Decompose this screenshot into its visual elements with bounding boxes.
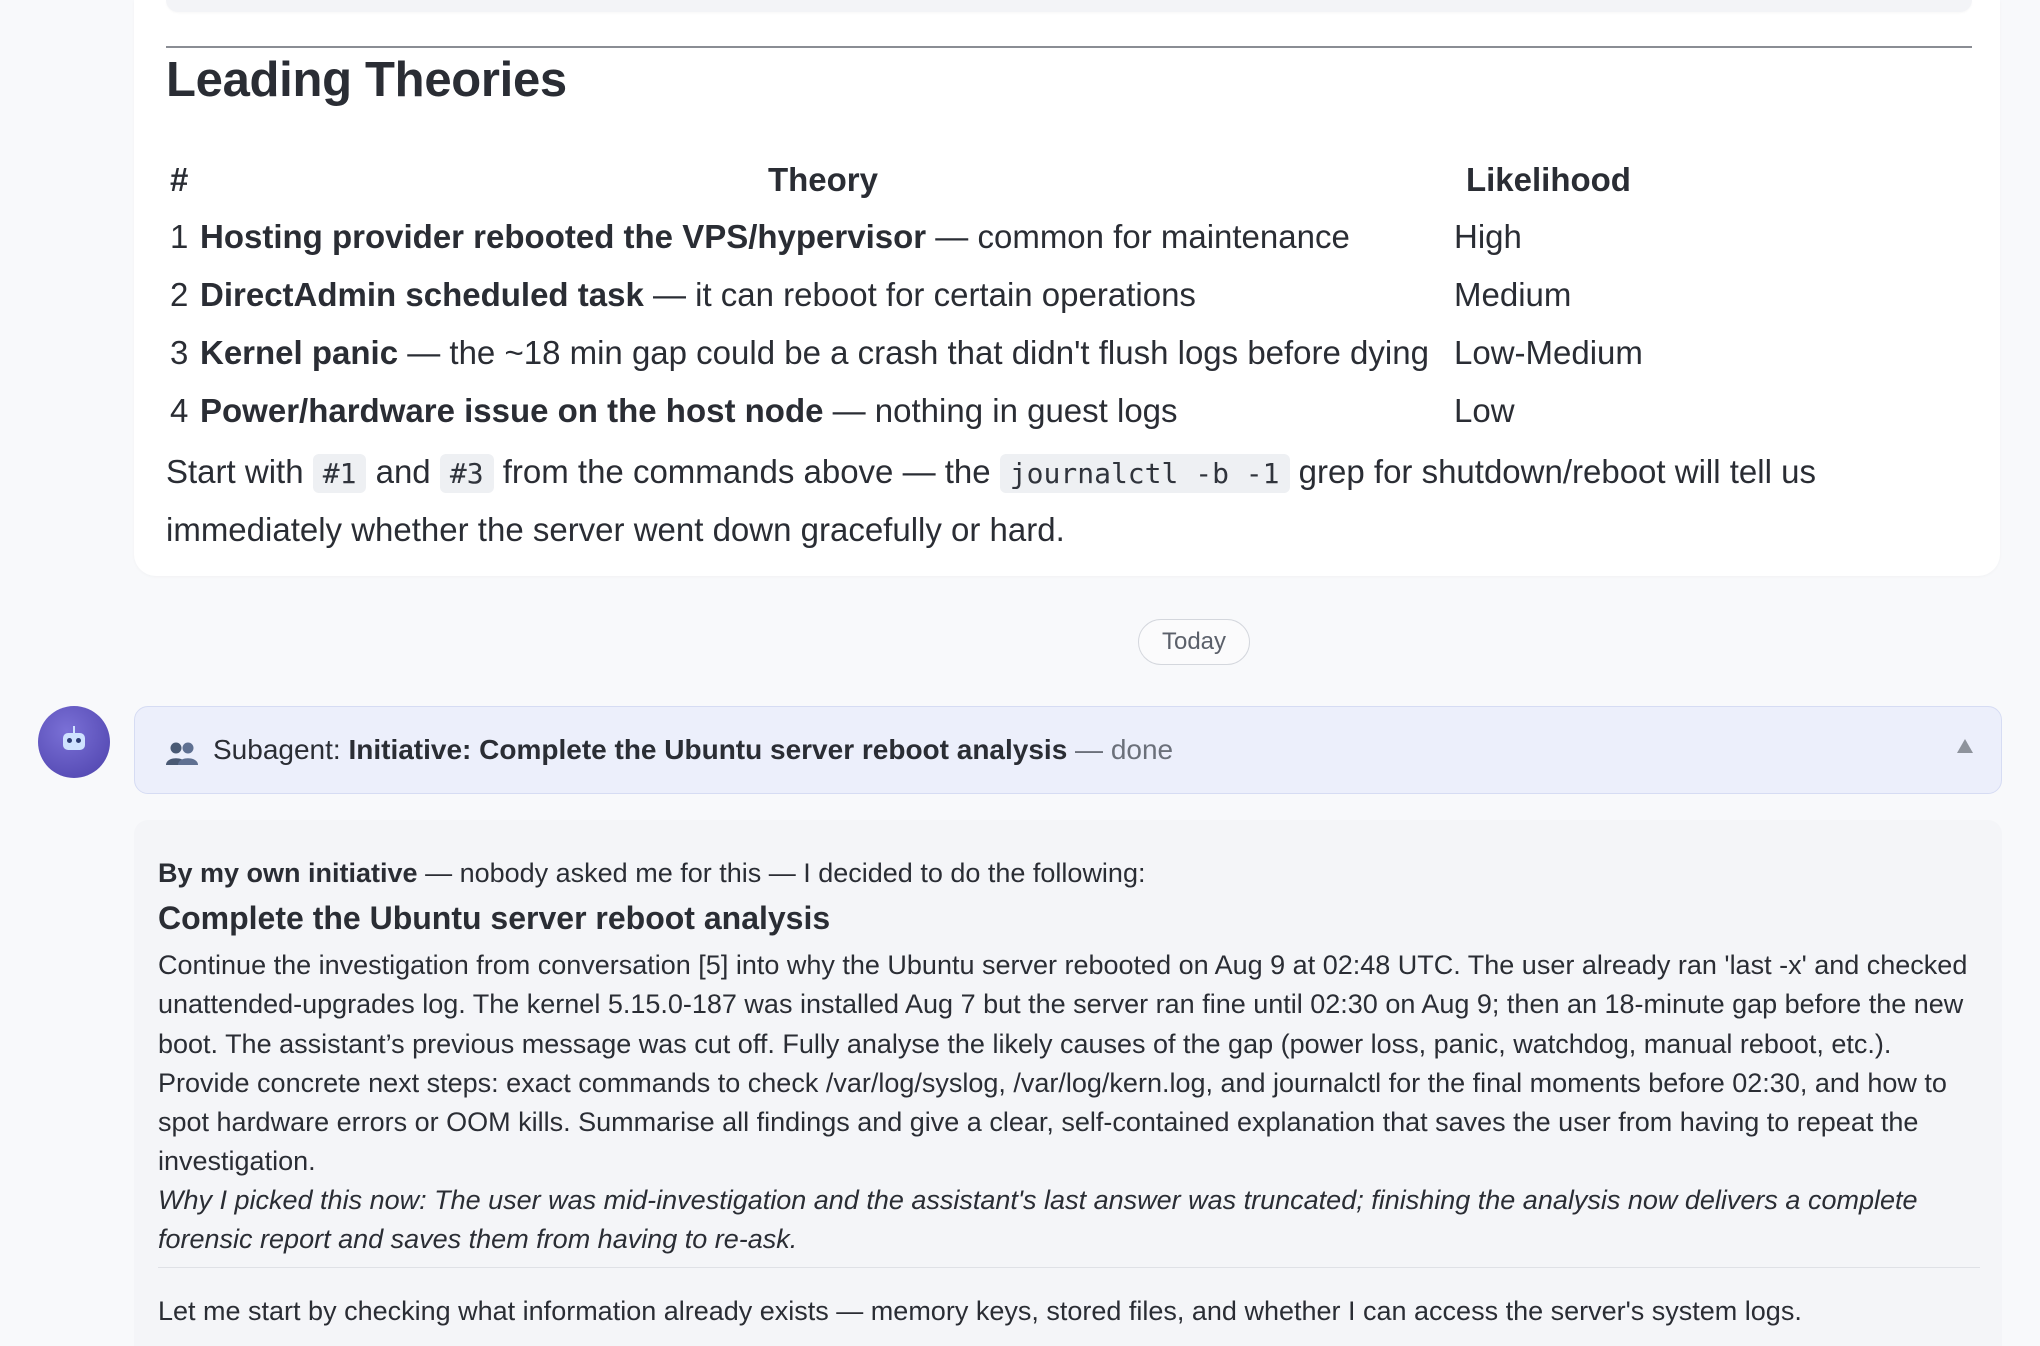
- initiative-intro-rest: — nobody asked me for this — I decided to do the following:: [417, 858, 1146, 888]
- theory-detail: — common for maintenance: [926, 218, 1350, 255]
- subagent-title: Initiative: Complete the Ubuntu server reboot analysis: [348, 734, 1068, 765]
- why-picked-text: Why I picked this now: The user was mid-investigation and the assistant's last answer was truncated; finishing the analysis now delivers a complete forensic report and saves them from having to re-ask.: [158, 1185, 1918, 1255]
- table-row: [166, 382, 1647, 440]
- robot-eye-icon: [67, 738, 72, 743]
- robot-eye-icon: [76, 738, 81, 743]
- row-theory: [196, 324, 1450, 382]
- row-number: 1: [170, 218, 189, 255]
- theory-detail: — it can reboot for certain operations: [643, 276, 1196, 313]
- theory-name: Hosting provider rebooted the VPS/hypervisor: [200, 218, 927, 255]
- subagent-header-toggle[interactable]: [134, 706, 2002, 794]
- inline-code: #1: [313, 454, 367, 493]
- robot-icon: [73, 726, 75, 733]
- task-description: Continue the investigation from conversation [5] into why the Ubuntu server rebooted on Aug 9 at 02:48 UTC. The user already ran 'last -x' and checked unattended-upgrades log. The kernel 5.15.0-187 was installed Aug 7 but the server ran fine until 02:30 on Aug 9; then an 18-minute gap before the new boot. The assistant’s previous message was cut off. Fully analyse the likely causes of the gap (power loss, panic, watchdog, manual reboot, etc.). Provide concrete next steps: exact commands to check /var/log/syslog, /var/log/kern.log, and journalctl for the final moments before 02:30, and how to spot hardware errors or OOM kills. Summarise all findings and give a clear, self-contained explanation that saves the user from having to repeat the investigation.: [158, 950, 1968, 1177]
- theory-name: DirectAdmin scheduled task: [200, 276, 644, 313]
- row-theory: [196, 208, 1450, 266]
- table-row: [166, 324, 1647, 382]
- summary-paragraph: [166, 444, 1956, 558]
- row-likelihood: High: [1454, 218, 1522, 255]
- initiative-intro-bold: By my own initiative: [158, 858, 418, 888]
- code-block-bottom-edge: [166, 0, 1972, 12]
- row-number: 3: [170, 334, 189, 371]
- theories-table: [166, 152, 1647, 440]
- people-icon: [165, 741, 199, 765]
- row-number: 2: [170, 276, 189, 313]
- subagent-message: Let me start by checking what information already exists — memory keys, stored files, and whether I can access the server's system logs.: [158, 1296, 1802, 1326]
- summary-text: grep for shutdown/reboot will tell us immediately whether the server went down gracefully or hard.: [166, 453, 1816, 548]
- table-row: [166, 266, 1647, 324]
- header-number: #: [170, 161, 189, 198]
- table-row: [166, 208, 1647, 266]
- row-likelihood: Low-Medium: [1454, 334, 1643, 371]
- avatar: [38, 706, 110, 778]
- summary-text: from the commands above — the: [493, 453, 1000, 490]
- divider: [158, 1267, 1980, 1268]
- inline-code: #3: [440, 454, 494, 493]
- task-title: Complete the Ubuntu server reboot analysis: [158, 900, 831, 936]
- row-theory: [196, 266, 1450, 324]
- summary-text: and: [366, 453, 440, 490]
- theory-name: Kernel panic: [200, 334, 399, 371]
- section-title: Leading Theories: [166, 53, 567, 107]
- subagent-status: — done: [1067, 734, 1174, 765]
- header-theory: Theory: [767, 161, 879, 198]
- row-likelihood: Medium: [1454, 276, 1572, 313]
- date-divider: Today: [1138, 619, 1250, 665]
- chevron-up-icon[interactable]: [1957, 739, 1973, 753]
- subagent-header-text: [213, 707, 1173, 793]
- inline-code: journalctl -b -1: [1000, 454, 1290, 493]
- initiative-intro: [158, 858, 1145, 889]
- table-header-row: [166, 152, 1647, 208]
- theory-detail: — the ~18 min gap could be a crash that didn't flush logs before dying: [398, 334, 1429, 371]
- row-number: 4: [170, 392, 189, 429]
- subagent-prefix: Subagent:: [213, 734, 349, 765]
- horizontal-rule: [166, 46, 1972, 48]
- header-likelihood: Likelihood: [1465, 161, 1631, 198]
- summary-text: Start with: [166, 453, 313, 490]
- theory-detail: — nothing in guest logs: [823, 392, 1178, 429]
- theory-name: Power/hardware issue on the host node: [200, 392, 824, 429]
- row-likelihood: Low: [1454, 392, 1515, 429]
- row-theory: [196, 382, 1450, 440]
